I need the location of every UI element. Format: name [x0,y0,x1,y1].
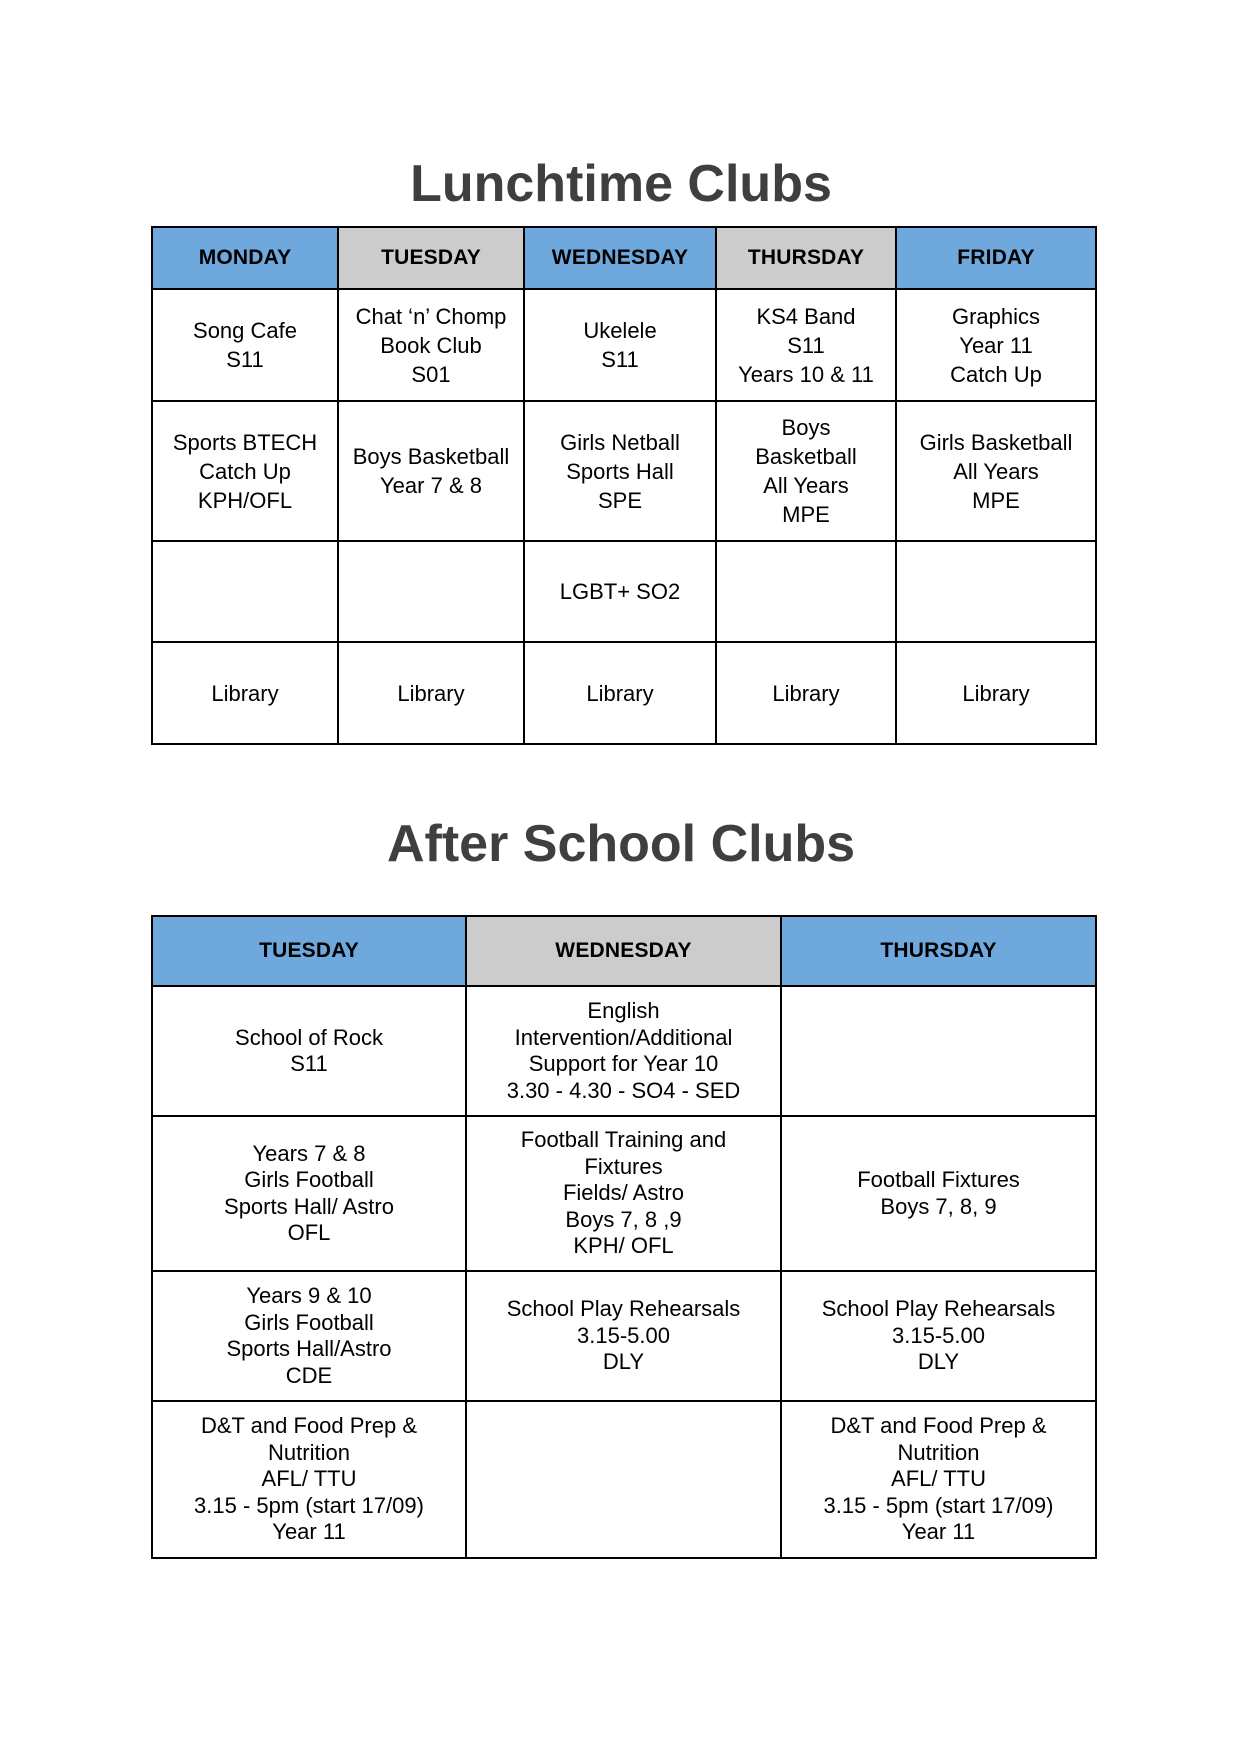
table-cell [896,541,1096,642]
table-cell: Library [152,642,338,744]
header-tuesday: TUESDAY [152,916,466,986]
after-school-clubs-title: After School Clubs [386,815,856,873]
table-cell: Graphics Year 11 Catch Up [896,289,1096,401]
table-cell: KS4 Band S11 Years 10 & 11 [716,289,896,401]
after-school-clubs-table [151,915,1097,1559]
table-cell: Boys Basketball All Years MPE [716,401,896,541]
table-row [152,289,1096,401]
table-cell: School of Rock S11 [152,986,466,1116]
table-cell: Years 9 & 10 Girls Football Sports Hall/Astro CDE [152,1271,466,1401]
table-cell: Girls Netball Sports Hall SPE [524,401,716,541]
table-cell: Football Fixtures Boys 7, 8, 9 [781,1116,1096,1271]
table-row [152,1271,1096,1401]
table-cell: School Play Rehearsals 3.15-5.00 DLY [781,1271,1096,1401]
table-cell: Years 7 & 8 Girls Football Sports Hall/ Astro OFL [152,1116,466,1271]
header-friday: FRIDAY [896,227,1096,289]
table-cell: Library [716,642,896,744]
table-row [152,541,1096,642]
table-header-row [152,916,1096,986]
table-cell: Sports BTECH Catch Up KPH/OFL [152,401,338,541]
table-cell [781,986,1096,1116]
table-cell: LGBT+ SO2 [524,541,716,642]
table-cell: English Intervention/Additional Support for Year 10 3.30 - 4.30 - SO4 - SED [466,986,781,1116]
table-row [152,401,1096,541]
header-tuesday: TUESDAY [338,227,524,289]
table-cell: Library [338,642,524,744]
table-cell: Girls Basketball All Years MPE [896,401,1096,541]
table-cell: Football Training and Fixtures Fields/ Astro Boys 7, 8 ,9 KPH/ OFL [466,1116,781,1271]
table-cell: Library [524,642,716,744]
header-thursday: THURSDAY [781,916,1096,986]
table-row [152,986,1096,1116]
table-row [152,642,1096,744]
table-row [152,1116,1096,1271]
header-thursday: THURSDAY [716,227,896,289]
table-cell [338,541,524,642]
table-cell: Library [896,642,1096,744]
table-header-row [152,227,1096,289]
table-cell [466,1401,781,1558]
table-cell: Song Cafe S11 [152,289,338,401]
lunchtime-clubs-table [151,226,1097,745]
table-cell: D&T and Food Prep & Nutrition AFL/ TTU 3.15 - 5pm (start 17/09) Year 11 [152,1401,466,1558]
table-cell: Boys Basketball Year 7 & 8 [338,401,524,541]
table-cell: Chat ‘n’ Chomp Book Club S01 [338,289,524,401]
table-row [152,1401,1096,1558]
header-monday: MONDAY [152,227,338,289]
header-wednesday: WEDNESDAY [466,916,781,986]
header-wednesday: WEDNESDAY [524,227,716,289]
table-cell [716,541,896,642]
table-cell: Ukelele S11 [524,289,716,401]
lunchtime-clubs-title: Lunchtime Clubs [410,155,832,213]
table-cell: School Play Rehearsals 3.15-5.00 DLY [466,1271,781,1401]
table-cell [152,541,338,642]
table-cell: D&T and Food Prep & Nutrition AFL/ TTU 3.15 - 5pm (start 17/09) Year 11 [781,1401,1096,1558]
